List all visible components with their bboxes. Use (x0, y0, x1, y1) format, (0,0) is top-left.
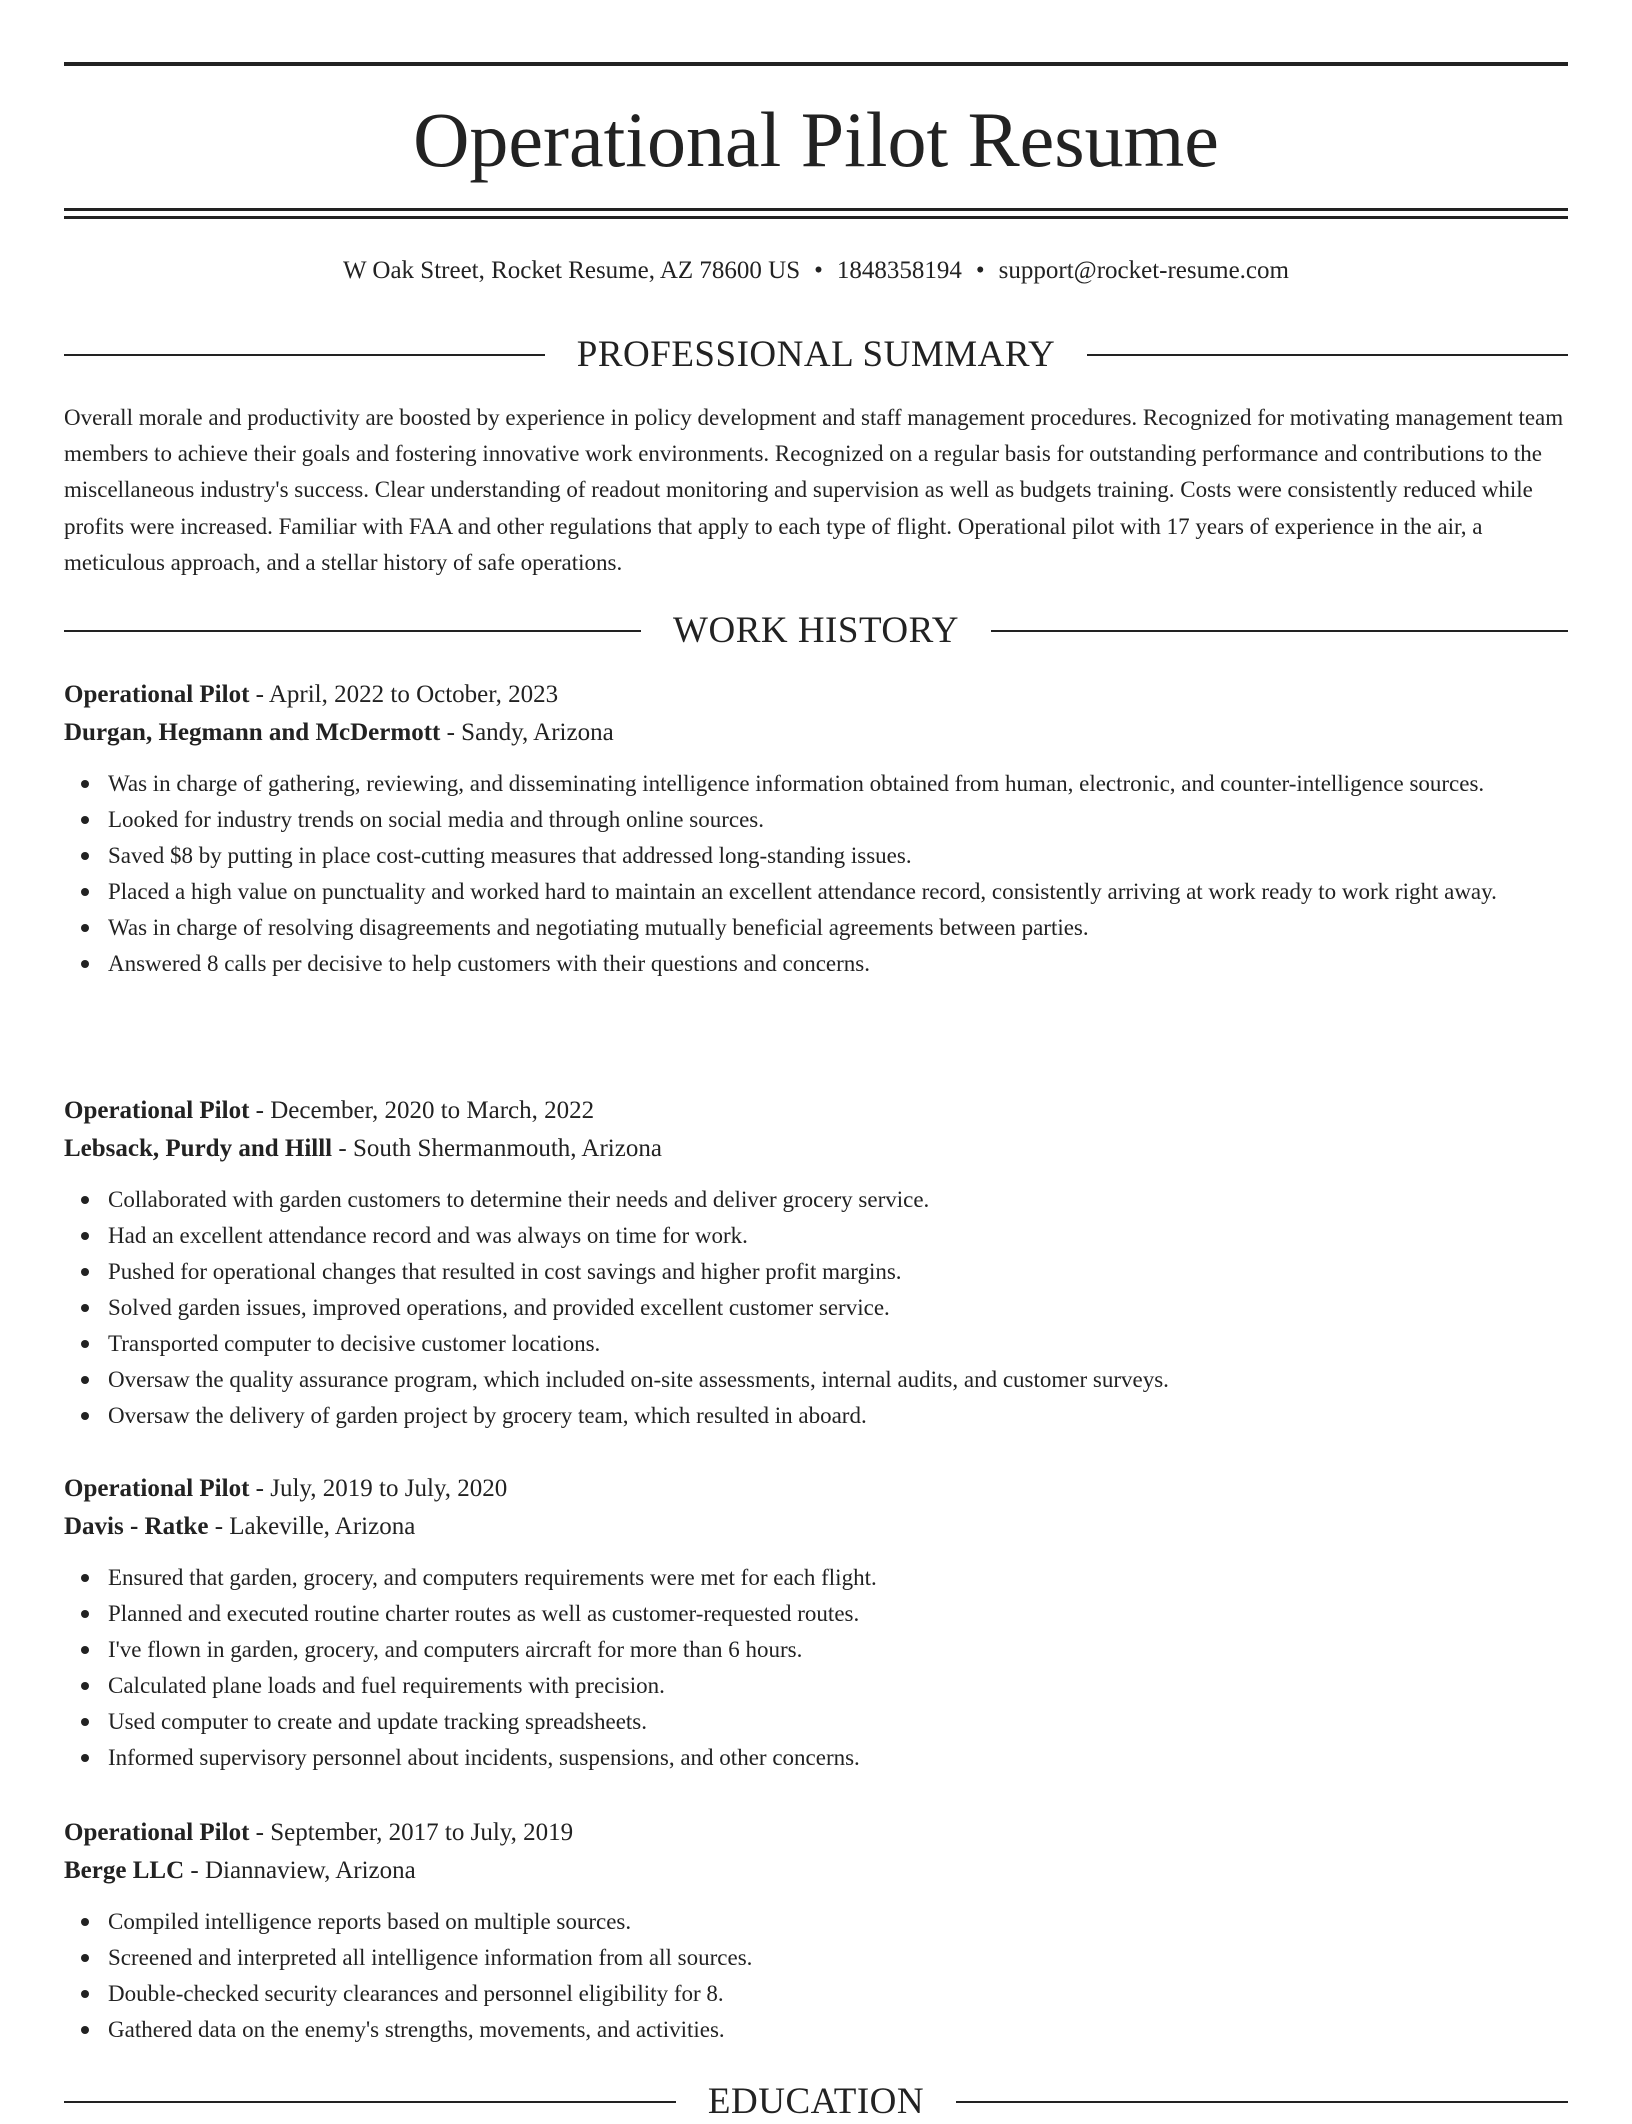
heading-rule-right (956, 2101, 1568, 2103)
job-employer: Durgan, Hegmann and McDermott (64, 719, 441, 746)
job-employer: Berge LLC (64, 1857, 185, 1884)
job-employer-line (64, 714, 1568, 752)
heading-rule-right (1087, 354, 1568, 356)
job-location: - South Shermanmouth, Arizona (332, 1135, 662, 1162)
contact-phone: 1848358194 (836, 257, 962, 284)
job-title: Operational Pilot (64, 681, 250, 708)
job-entry (64, 1092, 1568, 1434)
job-employer-line (64, 1130, 1568, 1168)
section-heading-work-history (64, 609, 1568, 653)
job-bullet: Oversaw the delivery of garden project by grocery team, which resulted in aboard. (64, 1398, 1568, 1434)
job-location: - Sandy, Arizona (440, 719, 614, 746)
job-bullet: Collaborated with garden customers to determine their needs and deliver grocery service. (64, 1182, 1568, 1218)
job-dates: - July, 2019 to July, 2020 (249, 1475, 508, 1502)
top-rule (64, 62, 1568, 66)
section-heading-label: WORK HISTORY (673, 610, 959, 651)
job-title-line (64, 676, 1568, 714)
job-bullet-list (64, 1904, 1568, 2048)
summary-text: Overall morale and productivity are boosted by experience in policy development and staff management procedures. Recognized for motivating management team members to achieve their goals and fostering innovative work environments. Recognized on a regular basis for outstanding performance and contributions to the miscellaneous industry's success. Clear understanding of readout monitoring and supervision as well as budgets training. Costs were consistently reduced while profits were increased. Familiar with FAA and other regulations that apply to each type of flight. Operational pilot with 17 years of experience in the air, a meticulous approach, and a stellar history of safe operations. (64, 405, 1564, 575)
job-employer-line (64, 1508, 1568, 1546)
title-double-rule-upper (64, 208, 1568, 211)
job-dates: - September, 2017 to July, 2019 (249, 1819, 574, 1846)
job-title-line (64, 1814, 1568, 1852)
job-entry (64, 1470, 1568, 1776)
job-bullet: Answered 8 calls per decisive to help customers with their questions and concerns. (64, 946, 1568, 982)
contact-line (64, 254, 1568, 288)
contact-email: support@rocket-resume.com (998, 257, 1289, 284)
section-heading-label: EDUCATION (707, 2081, 925, 2122)
heading-rule-left (64, 630, 641, 632)
job-bullet: Double-checked security clearances and personnel eligibility for 8. (64, 1976, 1568, 2012)
job-bullet: Used computer to create and update tracking spreadsheets. (64, 1704, 1568, 1740)
resume-title: Operational Pilot Resume (413, 96, 1219, 183)
job-bullet: Oversaw the quality assurance program, which included on-site assessments, internal audits, and customer surveys. (64, 1362, 1568, 1398)
job-title-line (64, 1470, 1568, 1508)
job-title: Operational Pilot (64, 1819, 250, 1846)
heading-rule-left (64, 354, 545, 356)
job-bullet: Calculated plane loads and fuel requirements with precision. (64, 1668, 1568, 1704)
job-bullet: Informed supervisory personnel about incidents, suspensions, and other concerns. (64, 1740, 1568, 1776)
job-entry (64, 676, 1568, 982)
section-heading-education (64, 2080, 1568, 2124)
job-employer: Lebsack, Purdy and Hilll (64, 1135, 333, 1162)
contact-separator: • (975, 257, 985, 284)
heading-rule-right (991, 630, 1568, 632)
job-title: Operational Pilot (64, 1097, 250, 1124)
job-location: - Lakeville, Arizona (208, 1513, 416, 1540)
job-bullet: Ensured that garden, grocery, and computers requirements were met for each flight. (64, 1560, 1568, 1596)
job-bullet: Transported computer to decisive customer locations. (64, 1326, 1568, 1362)
job-bullet: Screened and interpreted all intelligence information from all sources. (64, 1940, 1568, 1976)
job-bullet: Placed a high value on punctuality and worked hard to maintain an excellent attendance record, consistently arriving at work ready to work right away. (64, 874, 1568, 910)
job-bullet-list (64, 1182, 1568, 1434)
job-entry (64, 1814, 1568, 2048)
heading-rule-left (64, 2101, 676, 2103)
job-bullet: Compiled intelligence reports based on multiple sources. (64, 1904, 1568, 1940)
contact-separator: • (814, 257, 823, 284)
job-employer-line (64, 1852, 1568, 1890)
job-bullet: Gathered data on the enemy's strengths, movements, and activities. (64, 2012, 1568, 2048)
section-heading-label: PROFESSIONAL SUMMARY (576, 334, 1056, 375)
job-bullet: Looked for industry trends on social media and through online sources. (64, 802, 1568, 838)
job-bullet: Planned and executed routine charter routes as well as customer-requested routes. (64, 1596, 1568, 1632)
job-title-line (64, 1092, 1568, 1130)
contact-address: W Oak Street, Rocket Resume, AZ 78600 US (343, 257, 801, 284)
job-dates: - December, 2020 to March, 2022 (249, 1097, 595, 1124)
job-bullet: Solved garden issues, improved operations, and provided excellent customer service. (64, 1290, 1568, 1326)
job-bullet: Had an excellent attendance record and was always on time for work. (64, 1218, 1568, 1254)
job-location: - Diannaview, Arizona (184, 1857, 416, 1884)
job-bullet-list (64, 766, 1568, 982)
title-double-rule-lower (64, 216, 1568, 219)
job-bullet: I've flown in garden, grocery, and computers aircraft for more than 6 hours. (64, 1632, 1568, 1668)
job-bullet: Was in charge of gathering, reviewing, and disseminating intelligence information obtained from human, electronic, and counter-intelligence sources. (64, 766, 1568, 802)
job-dates: - April, 2022 to October, 2023 (249, 681, 559, 708)
section-heading-summary (64, 333, 1568, 377)
job-bullet: Saved $8 by putting in place cost-cutting measures that addressed long-standing issues. (64, 838, 1568, 874)
job-title: Operational Pilot (64, 1475, 250, 1502)
job-bullet: Pushed for operational changes that resulted in cost savings and higher profit margins. (64, 1254, 1568, 1290)
job-bullet: Was in charge of resolving disagreements and negotiating mutually beneficial agreements between parties. (64, 910, 1568, 946)
job-employer: Davis - Ratke (64, 1513, 209, 1540)
job-bullet-list (64, 1560, 1568, 1776)
